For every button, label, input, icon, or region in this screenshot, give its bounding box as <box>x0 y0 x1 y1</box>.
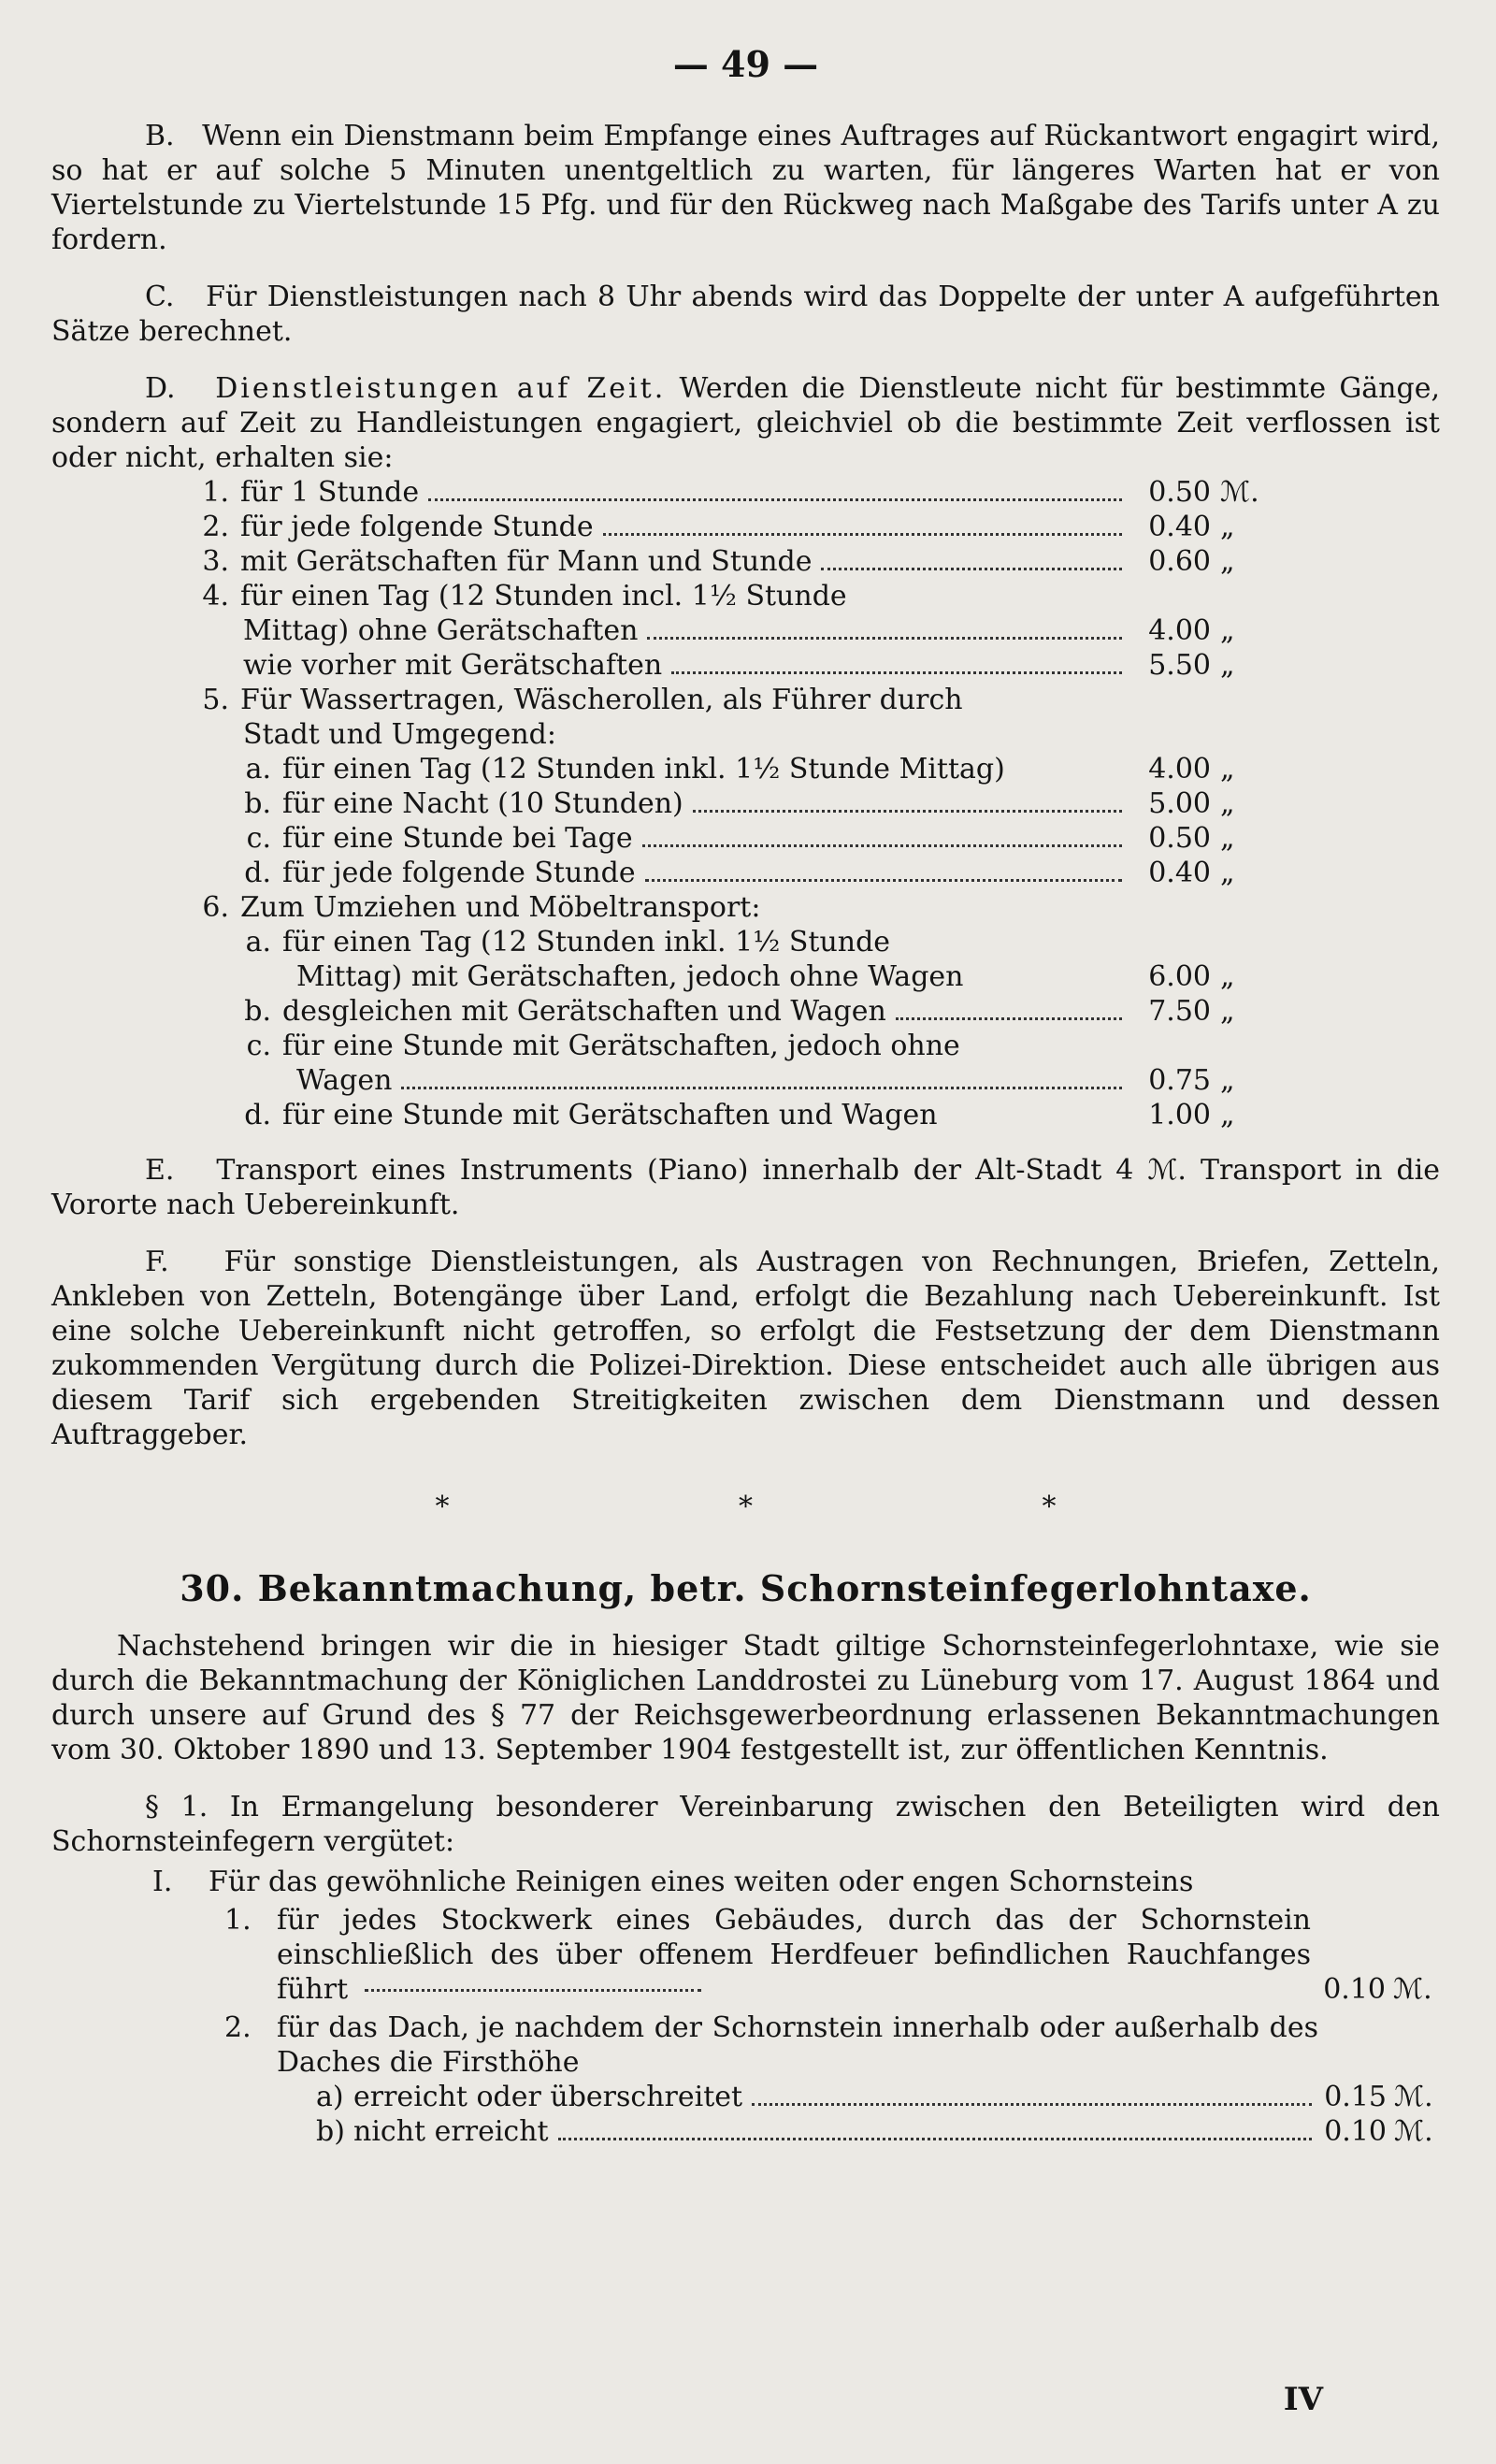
roman-item-text: Für das gewöhnliche Reinigen eines weiten oder engen Schornsteins <box>209 1866 1194 1898</box>
item-unit: ℳ. <box>1394 2115 1433 2148</box>
item-price: 0.15 <box>1324 2081 1387 2113</box>
leader-dots <box>693 810 1122 813</box>
tariff-item-6a <box>51 925 1267 959</box>
item-unit: „ <box>1220 649 1235 682</box>
item-text: für eine Stunde mit Gerätschaften, jedoch ohne <box>282 1030 960 1062</box>
item-letter: c. <box>246 822 271 855</box>
leader-dots <box>558 2138 1312 2140</box>
paragraph-d-heading: Dienstleistungen auf Zeit. <box>215 372 667 405</box>
chimney-item-2a <box>51 2080 1441 2114</box>
item-letter: a) <box>316 2081 344 2113</box>
item-unit: „ <box>1220 545 1235 578</box>
item-unit: „ <box>1220 857 1235 889</box>
item-price: 0.60 <box>1148 545 1211 578</box>
item-unit: ℳ. <box>1220 476 1259 509</box>
item-number: 2. <box>202 511 229 543</box>
item-text: für jedes Stockwerk eines Gebäudes, durch das der Schornstein einschließlich des über offenem Herdfeuer befindlichen Rauchfanges führt <box>277 1904 1311 2006</box>
item-price: 0.50 <box>1148 822 1211 855</box>
leader-dots <box>365 1989 701 1992</box>
item-text: für einen Tag (12 Stunden incl. 1½ Stunde <box>240 580 847 612</box>
tariff-item-6b <box>51 994 1267 1029</box>
item-letter: a. <box>245 926 271 958</box>
paragraph-d <box>51 371 1440 475</box>
paragraph-f <box>51 1245 1440 1452</box>
paragraph-e-label: E. <box>145 1154 175 1187</box>
item-price: 0.10 <box>1323 1973 1386 2006</box>
item-unit: „ <box>1220 511 1235 543</box>
section-title: 30. Bekanntmachung, betr. Schornsteinfegerlohntaxe. <box>180 1567 1312 1609</box>
item-text: Mittag) mit Gerätschaften, jedoch ohne Wagen <box>296 960 964 993</box>
paragraph-d-label: D. <box>145 372 176 405</box>
chimney-item-2 <box>51 2010 1440 2080</box>
chimney-item-1 <box>51 1903 1440 2007</box>
tariff-item-6c-line-2 <box>51 1063 1267 1098</box>
item-text: nicht erreicht <box>353 2115 549 2148</box>
item-number: 4. <box>202 580 229 612</box>
item-text: mit Gerätschaften für Mann und Stunde <box>240 545 813 578</box>
item-unit: „ <box>1220 753 1235 785</box>
item-price: 6.00 <box>1148 960 1211 993</box>
leader-dots <box>671 671 1122 674</box>
tariff-list <box>51 475 1440 1132</box>
item-text: Stadt und Umgegend: <box>243 718 556 751</box>
leader-dots <box>647 637 1122 640</box>
item-letter: d. <box>244 857 271 889</box>
item-text: Für Wassertragen, Wäscherollen, als Führer durch <box>240 684 963 716</box>
item-unit: „ <box>1220 822 1235 855</box>
tariff-item-6 <box>51 890 1267 925</box>
item-unit: „ <box>1220 1099 1235 1131</box>
item-price: 0.40 <box>1148 857 1211 889</box>
tariff-item-3 <box>51 544 1267 579</box>
paragraph-e-text: Transport eines Instruments (Piano) innerhalb der Alt-Stadt 4 ℳ. Transport in die Vororte nach Uebereinkunft. <box>51 1154 1440 1221</box>
paragraph-c-text: Für Dienstleistungen nach 8 Uhr abends wird das Doppelte der unter A aufgeführten Sätze berechnet. <box>51 281 1440 348</box>
leader-dots <box>642 844 1122 847</box>
chimney-item-2b <box>51 2114 1441 2149</box>
item-text: für jede folgende Stunde <box>240 511 594 543</box>
item-text: für einen Tag (12 Stunden inkl. 1½ Stunde Mittag) <box>282 753 1005 785</box>
item-price: 0.50 <box>1148 476 1211 509</box>
paragraph-c-label: C. <box>145 281 175 313</box>
paragraph-c <box>51 280 1440 349</box>
tariff-item-5d <box>51 856 1267 890</box>
item-unit: „ <box>1220 960 1235 993</box>
tariff-item-5 <box>51 683 1267 717</box>
tariff-item-5c <box>51 821 1267 856</box>
item-price: 7.50 <box>1148 995 1211 1028</box>
item-text: Wagen <box>296 1064 393 1097</box>
tariff-item-6d <box>51 1098 1267 1132</box>
item-unit: „ <box>1220 995 1235 1028</box>
item-unit: ℳ. <box>1394 2081 1433 2113</box>
item-text: für das Dach, je nachdem der Schornstein innerhalb oder außerhalb des Daches die Firsthöhe <box>277 2011 1318 2079</box>
leader-dots <box>821 568 1122 570</box>
item-text: für einen Tag (12 Stunden inkl. 1½ Stunde <box>282 926 891 958</box>
leader-dots <box>428 498 1122 501</box>
item-letter: c. <box>246 1030 271 1062</box>
item-letter: a. <box>245 753 271 785</box>
item-text: für 1 Stunde <box>240 476 420 509</box>
tariff-item-1 <box>51 475 1267 510</box>
tariff-item-6c <box>51 1029 1267 1063</box>
item-letter: b) <box>316 2115 345 2148</box>
paragraph-f-text: Für sonstige Dienstleistungen, als Austragen von Rechnungen, Briefen, Zetteln, Ankleben von Zetteln, Botengänge über Land, erfolgt die Bezahlung nach Uebereinkunft. Ist eine solche Uebereinkunft nicht getroffen, so erfolgt die Festsetzung der dem Dienstmann zukommenden Vergütung durch die Polizei-Direktion. Diese entscheidet auch alle übrigen aus diesem Tarif sich ergebenden Streitigkeiten zwischen dem Dienstmann und dessen Auftraggeber. <box>51 1246 1440 1451</box>
item-price: 5.00 <box>1148 787 1211 820</box>
item-text: wie vorher mit Gerätschaften <box>243 649 663 682</box>
item-price: 4.00 <box>1148 753 1211 785</box>
item-price: 0.10 <box>1324 2115 1387 2148</box>
item-number: 1. <box>202 476 229 509</box>
leader-dots <box>752 2103 1312 2106</box>
item-number: 2. <box>224 2011 252 2044</box>
roman-number: I. <box>152 1866 173 1898</box>
tariff-item-6a-line-2 <box>51 959 1267 994</box>
item-text: für eine Stunde bei Tage <box>282 822 633 855</box>
item-text: erreicht oder überschreitet <box>353 2081 743 2113</box>
paragraph-f-label: F. <box>145 1246 169 1278</box>
item-text: für eine Nacht (10 Stunden) <box>282 787 683 820</box>
item-unit: „ <box>1220 787 1235 820</box>
leader-dots <box>603 533 1122 536</box>
tariff-item-4 <box>51 579 1267 613</box>
roman-item-1 <box>51 1865 1440 1899</box>
signature-mark: IV <box>1283 2381 1323 2418</box>
tariff-item-5a <box>51 752 1267 786</box>
item-price: 4.00 <box>1148 614 1211 647</box>
tariff-item-5b <box>51 786 1267 821</box>
item-text: Mittag) ohne Gerätschaften <box>243 614 639 647</box>
item-price: 5.50 <box>1148 649 1211 682</box>
item-letter: b. <box>244 787 271 820</box>
item-text-block <box>277 1903 1320 2007</box>
item-unit: „ <box>1220 1064 1235 1097</box>
tariff-item-5-line-2 <box>51 717 1267 752</box>
tariff-item-4-line-3 <box>51 648 1267 683</box>
page-number: — 49 — <box>672 43 819 85</box>
item-text: für eine Stunde mit Gerätschaften und Wagen <box>282 1099 938 1131</box>
item-number: 1. <box>224 1904 252 1937</box>
section-separator: * * * <box>435 1491 1197 1523</box>
item-unit: ℳ. <box>1393 1973 1432 2006</box>
item-number: 3. <box>202 545 229 578</box>
tariff-item-4-line-2 <box>51 613 1267 648</box>
paragraph-b <box>51 119 1440 257</box>
item-price: 0.75 <box>1148 1064 1211 1097</box>
paragraph-e <box>51 1153 1440 1222</box>
section-intro: Nachstehend bringen wir die in hiesiger Stadt giltige Schornsteinfegerlohntaxe, wie sie durch die Bekanntmachung der Königlichen Landdrostei zu Lüneburg vom 17. August 1864 und durch unsere auf Grund des § 77 der Reichsgewerbeordnung erlassenen Bekanntmachungen vom 30. Oktober 1890 und 13. September 1904 festgestellt ist, zur öffentlichen Kenntnis. <box>51 1630 1440 1766</box>
paragraph-1: § 1. In Ermangelung besonderer Vereinbarung zwischen den Beteiligten wird den Schornsteinfegern vergütet: <box>51 1791 1440 1858</box>
item-unit: „ <box>1220 614 1235 647</box>
item-number: 6. <box>202 891 229 924</box>
leader-dots <box>401 1087 1122 1089</box>
paragraph-b-text: Wenn ein Dienstmann beim Empfange eines Auftrages auf Rückantwort engagirt wird, so hat er auf solche 5 Minuten unentgeltlich zu warten, für längeres Warten hat er von Viertelstunde zu Viertelstunde 15 Pfg. und für den Rückweg nach Maßgabe des Tarifs unter A zu fordern. <box>51 120 1441 256</box>
leader-dots <box>896 1017 1122 1020</box>
paragraph-b-label: B. <box>145 120 175 152</box>
tariff-item-2 <box>51 510 1267 544</box>
leader-dots <box>645 879 1122 882</box>
item-text: desgleichen mit Gerätschaften und Wagen <box>282 995 886 1028</box>
chimney-tariff <box>51 1865 1440 2149</box>
item-number: 5. <box>202 684 229 716</box>
item-letter: b. <box>244 995 271 1028</box>
item-price: 0.40 <box>1148 511 1211 543</box>
item-letter: d. <box>244 1099 271 1131</box>
item-text: für jede folgende Stunde <box>282 857 636 889</box>
item-price: 1.00 <box>1148 1099 1211 1131</box>
item-text: Zum Umziehen und Möbeltransport: <box>240 891 761 924</box>
paragraph-d-text: Werden die Dienstleute nicht für bestimmte Gänge, sondern auf Zeit zu Handleistungen engagiert, gleichviel ob die bestimmte Zeit verflossen ist oder nicht, erhalten sie: <box>51 372 1440 474</box>
